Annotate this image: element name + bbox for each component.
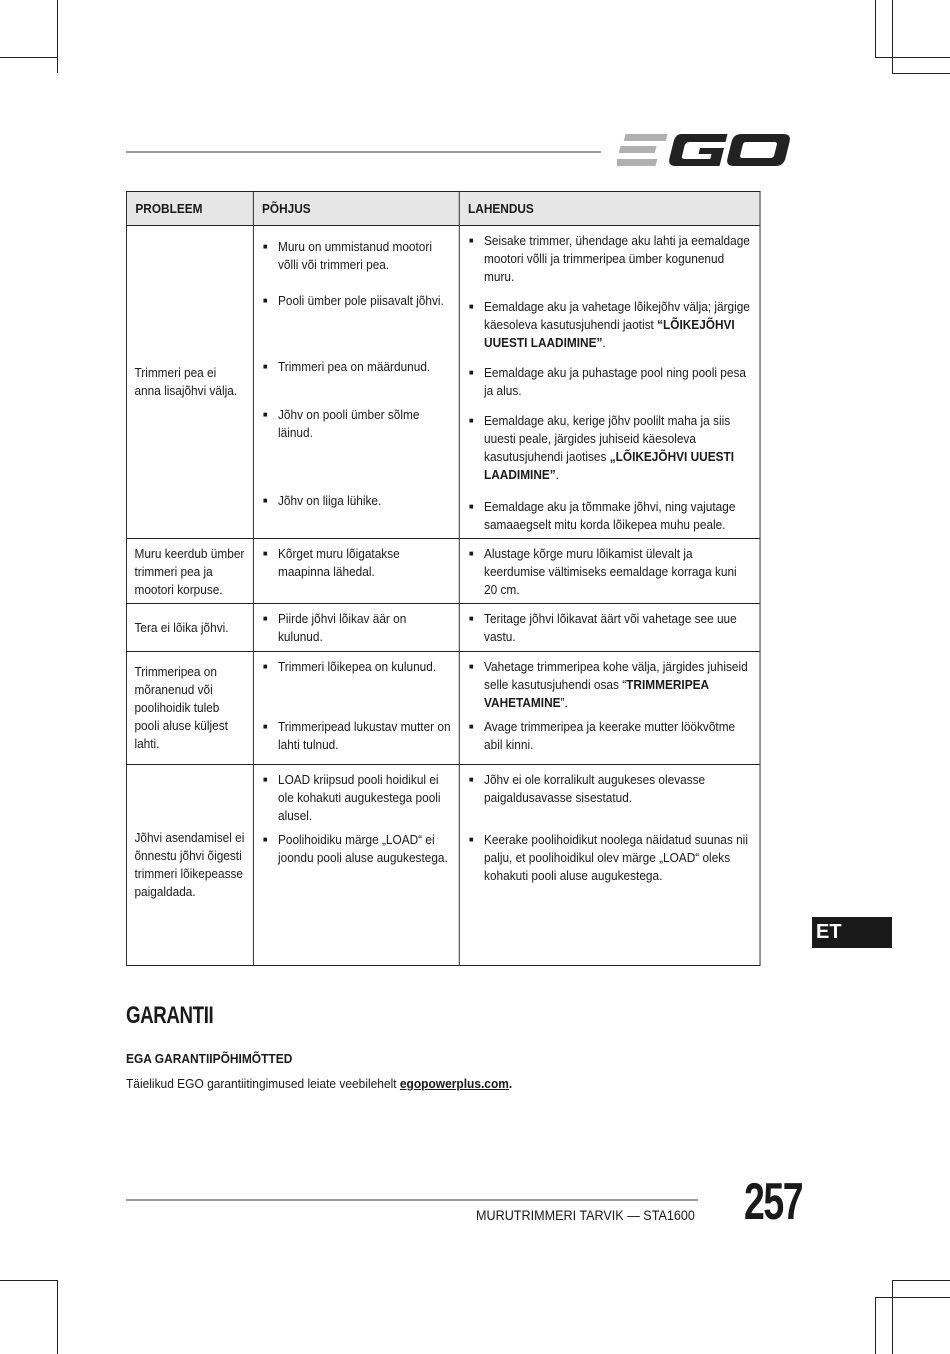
column-header-cause: PÕHJUS [253,192,459,226]
solution-text: Eemaldage aku, kerige jõhv poolilt maha ja siis uuesti peale, järgides juhiseid käesoleva kasutusjuhendi jaotises „LÕIKEJÕHVI UUESTI LAADIMINE”. [484,414,735,482]
crop-mark [892,0,893,73]
list-item [460,831,760,885]
cause-cell [253,226,459,539]
section-title: GARANTII [126,1002,214,1029]
footer-title: MURUTRIMMERI TARVIK — STA1600 [476,1207,695,1223]
column-header-problem: PROBLEEM [126,192,253,226]
solution-text: Eemaldage aku ja vahetage lõikejõhv välja; järgige käesoleva kasutusjuhendi jaotist “LÕIKEJÕHVI UUESTI LAADIMINE”. [484,300,750,350]
cause-text: Trimmeripead lukustav mutter on lahti tulnud. [277,720,451,752]
list-item [460,765,760,831]
footer-rule [126,1199,698,1201]
cause-text: Trimmeri pea on määrdunud. [277,360,431,374]
language-tab: ET [812,917,892,948]
cause-text: Pooli ümber pole piisavalt jõhvi. [277,294,444,308]
crop-mark [892,73,950,74]
list-item [460,604,760,646]
bullet-icon: ■ [468,722,474,731]
solution-text: Alustage kõrge muru lõikamist ülevalt ja keerdumise vältimiseks eemaldage korraga kuni 20 cm. [484,547,737,597]
troubleshooting-table [126,191,761,966]
solution-cell [459,604,760,652]
table-row [126,604,760,652]
warranty-paragraph [126,1076,512,1091]
list-item [254,358,459,406]
table-row [126,765,760,966]
solution-text: Vahetage trimmeripea kohe välja, järgides juhiseid selle kasutusjuhendi osas “TRIMMERIPEA VAHETAMINE”. [484,660,748,710]
cause-text: Jõhv on pooli ümber sõlme läinud. [277,408,420,440]
solution-text: Keerake poolihoidikut noolega näidatud suunas nii palju, et poolihoidikul olev märge „LOAD“ oleks kohakuti pooli aluse augukestega. [484,833,748,883]
crop-mark [57,1280,58,1354]
cause-text: Kõrget muru lõigatakse maapinna lähedal. [277,547,400,579]
crop-mark [57,0,58,73]
cause-cell [253,539,459,604]
solution-cell [459,226,760,539]
list-item [460,539,760,599]
problem-cell [126,652,253,765]
cause-text: LOAD kriipsud pooli hoidikul ei ole kohakuti augukestega pooli alusel. [277,773,441,823]
problem-cell [126,765,253,966]
list-item [254,539,459,581]
problem-text: Trimmeri pea ei anna lisajõhvi välja. [134,366,238,398]
solution-cell [459,652,760,765]
solution-text: Eemaldage aku ja tõmmake jõhvi, ning vajutage samaaegselt mitu korda lõikepea muhu peale. [484,500,736,532]
warranty-text-end: . [508,1076,513,1091]
solution-cell [459,539,760,604]
page-number: 257 [744,1173,803,1231]
list-item [460,232,760,298]
problem-text: Muru keerdub ümber trimmeri pea ja mootori korpuse. [134,547,245,597]
list-item [460,364,760,412]
bullet-icon: ■ [468,302,474,311]
ego-logo [617,128,801,172]
list-item [254,238,459,292]
crop-mark [892,1280,950,1281]
crop-mark [892,1280,893,1354]
cause-text: Jõhv on liiga lühike. [277,494,382,508]
warranty-text: Täielikud EGO garantiitingimused leiate veebilehelt [126,1076,400,1091]
list-item [254,292,459,358]
crop-mark [875,57,950,58]
crop-mark [875,1297,950,1298]
problem-cell [126,539,253,604]
solution-text: Teritage jõhvi lõikavat äärt või vahetage see uue vastu. [484,612,737,644]
bullet-icon: ■ [468,502,474,511]
list-item [254,406,459,492]
crop-mark [0,57,57,58]
bullet-icon: ■ [262,549,268,558]
bullet-icon: ■ [262,242,268,251]
cause-cell [253,604,459,652]
bullet-icon: ■ [468,368,474,377]
table-row [126,226,760,539]
bullet-icon: ■ [468,835,474,844]
solution-text: Jõhv ei ole korralikult augukeses olevasse paigaldusavasse sisestatud. [484,773,706,805]
cause-text: Piirde jõhvi lõikav äär on kulunud. [277,612,407,644]
list-item [460,298,760,364]
bullet-icon: ■ [262,496,268,505]
list-item [254,718,459,754]
bullet-icon: ■ [468,662,474,671]
table-row [126,652,760,765]
cause-cell [253,765,459,966]
problem-cell [126,604,253,652]
list-item [254,652,459,718]
header-rule [126,151,601,153]
cause-text: Trimmeri lõikepea on kulunud. [277,660,437,674]
bullet-icon: ■ [262,662,268,671]
problem-text: Trimmeripea on mõranenud või poolihoidik tuleb pooli aluse küljest lahti. [134,665,228,751]
list-item [460,652,760,718]
bullet-icon: ■ [468,775,474,784]
section-subtitle: EGA GARANTIIPÕHIMÕTTED [126,1051,293,1066]
cause-text: Poolihoidiku märge „LOAD“ ei joondu pooli aluse augukestega. [277,833,448,865]
warranty-link[interactable]: egopowerplus.com [399,1076,509,1091]
crop-mark [0,1280,57,1281]
column-header-solution: LAHENDUS [459,192,760,226]
solution-cell [459,765,760,966]
list-item [254,492,459,534]
solution-text: Eemaldage aku ja puhastage pool ning pooli pesa ja alus. [484,366,746,398]
bullet-icon: ■ [468,416,474,425]
bullet-icon: ■ [262,835,268,844]
crop-mark [875,1297,876,1354]
list-item [254,831,459,867]
problem-cell [126,226,253,539]
solution-text: Avage trimmeripea ja keerake mutter löökvõtme abil kinni. [484,720,736,752]
list-item [254,765,459,831]
bullet-icon: ■ [468,614,474,623]
bullet-icon: ■ [262,362,268,371]
bullet-icon: ■ [262,410,268,419]
bullet-icon: ■ [262,775,268,784]
crop-mark [875,0,876,57]
problem-text: Tera ei lõika jõhvi. [134,620,229,635]
cause-cell [253,652,459,765]
bullet-icon: ■ [468,236,474,245]
table-row [126,539,760,604]
list-item [254,604,459,646]
bullet-icon: ■ [468,549,474,558]
solution-text: Seisake trimmer, ühendage aku lahti ja eemaldage mootori võlli ja trimmeripea ümber kogunenud muru. [484,234,750,284]
problem-text: Jõhvi asendamisel ei õnnestu jõhvi õigesti trimmeri lõikepeasse paigaldada. [134,831,245,899]
cause-text: Muru on ummistanud mootori võlli või trimmeri pea. [277,240,432,272]
list-item [460,498,760,538]
bullet-icon: ■ [262,614,268,623]
bullet-icon: ■ [262,722,268,731]
bullet-icon: ■ [262,296,268,305]
list-item [460,718,760,754]
list-item [460,412,760,498]
